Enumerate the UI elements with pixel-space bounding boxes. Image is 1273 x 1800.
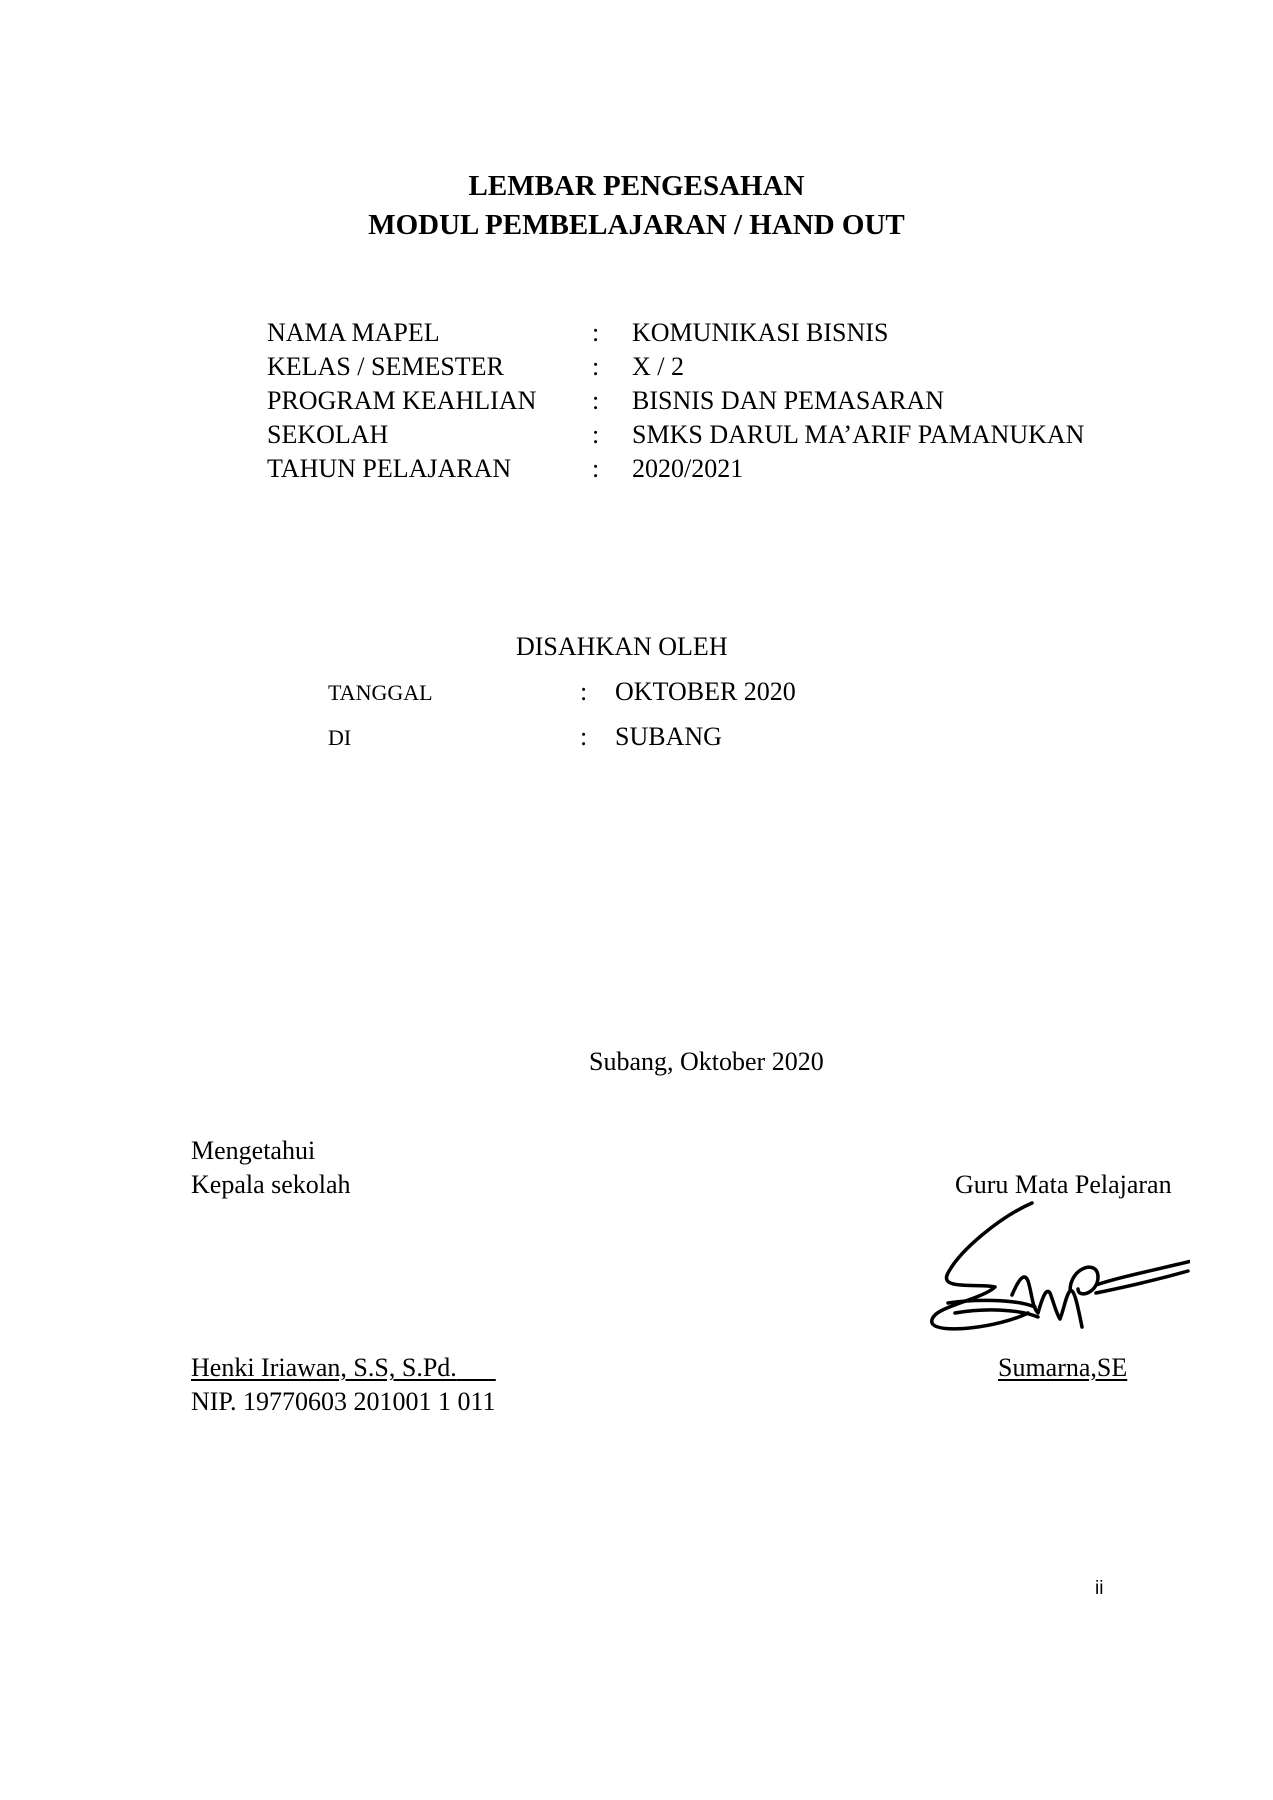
info-value: KOMUNIKASI BISNIS xyxy=(632,318,889,347)
info-separator: : xyxy=(592,318,600,347)
teacher-role: Guru Mata Pelajaran xyxy=(955,1170,1172,1199)
approval-separator: : xyxy=(580,677,588,706)
approval-value: OKTOBER 2020 xyxy=(615,677,796,706)
info-separator: : xyxy=(592,386,600,415)
page-title: LEMBAR PENGESAHAN xyxy=(468,170,805,202)
info-label: PROGRAM KEAHLIAN xyxy=(267,386,537,415)
info-label: NAMA MAPEL xyxy=(267,318,440,347)
principal-nip: NIP. 19770603 201001 1 011 xyxy=(191,1387,496,1416)
approval-value: SUBANG xyxy=(615,722,722,751)
info-separator: : xyxy=(592,454,600,483)
info-value: SMKS DARUL MA’ARIF PAMANUKAN xyxy=(632,420,1085,449)
approval-label: DI xyxy=(328,725,352,750)
approval-heading: DISAHKAN OLEH xyxy=(516,632,728,661)
teacher-name: Sumarna,SE xyxy=(998,1353,1128,1382)
info-label: SEKOLAH xyxy=(267,420,389,449)
info-value: BISNIS DAN PEMASARAN xyxy=(632,386,945,415)
teacher-signature xyxy=(920,1195,1190,1340)
principal-role: Kepala sekolah xyxy=(191,1170,351,1199)
info-separator: : xyxy=(592,420,600,449)
place-date: Subang, Oktober 2020 xyxy=(589,1047,824,1076)
info-separator: : xyxy=(592,352,600,381)
acknowledged-label: Mengetahui xyxy=(191,1136,316,1165)
principal-name: Henki Iriawan, S.S, S.Pd. xyxy=(191,1353,457,1382)
info-label: TAHUN PELAJARAN xyxy=(267,454,512,483)
info-value: X / 2 xyxy=(632,352,684,381)
info-value: 2020/2021 xyxy=(632,454,744,483)
approval-separator: : xyxy=(580,722,588,751)
page-number: ii xyxy=(1095,1578,1104,1599)
info-label: KELAS / SEMESTER xyxy=(267,352,504,381)
page-subtitle: MODUL PEMBELAJARAN / HAND OUT xyxy=(368,209,905,241)
approval-label: TANGGAL xyxy=(328,680,433,705)
